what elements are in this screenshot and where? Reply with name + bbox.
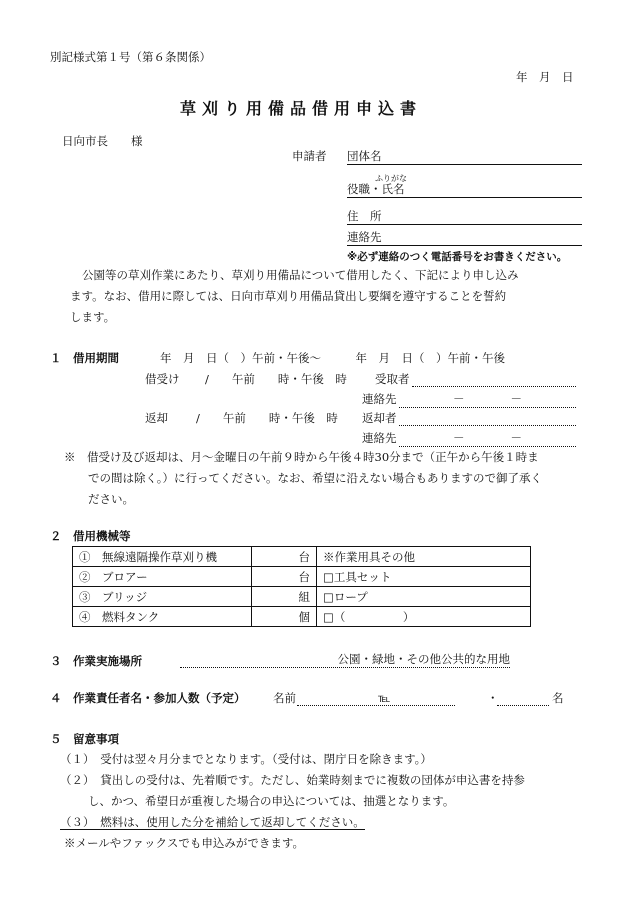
group-name-field[interactable] [347, 150, 582, 165]
group-name-label: 団体名 [347, 149, 382, 163]
section1-note-1: ※ 借受け及び返却は、月～金曜日の午前９時から午後４時30分まで（正午から午後１時ま [64, 450, 539, 464]
equipment-other[interactable]: □ロープ [317, 587, 531, 607]
participant-count-field[interactable] [497, 692, 549, 706]
email-fax-note: ※メールやファックスでも申込みができます。 [64, 836, 305, 850]
receive-label: 借受け [145, 372, 180, 386]
notice-item-2-cont: し、かつ、希望日が重複した場合の申込については、抽選となります。 [88, 794, 455, 808]
equipment-item: ② ブロアー [73, 567, 252, 587]
table-row [73, 547, 531, 567]
return-time: / 午前 時・午後 時 [196, 411, 338, 425]
work-location-value: 公園・緑地・その他公共的な用地 [337, 652, 510, 666]
table-row [73, 587, 531, 607]
equipment-other[interactable]: □（ ） [317, 607, 531, 627]
notice-item-1: （１） 受付は翌々月分までとなります。（受付は、閉庁日を除きます。） [60, 752, 432, 766]
return-contact-label: 連絡先 [362, 431, 397, 445]
equipment-unit[interactable]: 個 [252, 607, 317, 627]
return-label: 返却 [145, 411, 168, 425]
equipment-item: ④ 燃料タンク [73, 607, 252, 627]
phone-icon: ℡ [378, 691, 391, 705]
furigana-label: ふりがな [375, 174, 407, 183]
leader-name-label: 名前 [273, 691, 296, 705]
count-unit: 名 [552, 691, 564, 705]
addressee: 日向市長 様 [62, 134, 143, 148]
equipment-item: ① 無線遠隔操作草刈り機 [73, 547, 252, 567]
page-title: 草刈り用備品借用申込書 [180, 99, 423, 118]
notice-item-3-text: （３） 燃料は、使用した分を補給して返却してください。 [60, 815, 365, 829]
address-label: 住 所 [347, 209, 382, 223]
section5-heading: ５ 留意事項 [50, 732, 119, 746]
equipment-unit[interactable]: 台 [252, 547, 317, 567]
role-name-field[interactable] [347, 183, 582, 198]
equipment-unit[interactable]: 組 [252, 587, 317, 607]
section1-heading: １ 借用期間 [50, 351, 119, 365]
receiver-field[interactable] [412, 373, 576, 387]
role-name-label: 役職・氏名 [347, 182, 405, 196]
receive-contact-dash: － － [453, 392, 522, 406]
notice-item-2: （２） 貸出しの受付は、先着順です。ただし、始業時刻までに複数の団体が申込書を持参 [60, 773, 525, 787]
date-line: 年 月 日 [516, 70, 574, 84]
equipment-item: ③ ブリッジ [73, 587, 252, 607]
receive-contact-label: 連絡先 [362, 392, 397, 406]
table-row [73, 607, 531, 627]
section1-note-3: ださい。 [88, 492, 134, 506]
return-contact-dash: － － [453, 431, 522, 445]
work-location-field[interactable] [180, 653, 510, 668]
return-contact-field[interactable] [399, 432, 576, 447]
table-row [73, 567, 531, 587]
loan-period: 年 月 日（ ）午前・午後～ 年 月 日（ ）午前・午後 [160, 351, 505, 365]
intro-line-1: 公園等の草刈作業にあたり、草刈り用備品について借用したく、下記により申し込み [82, 268, 519, 282]
section1-note-2: での間は除く。）に行ってください。なお、希望に沿えない場合もありますので御了承く [88, 471, 543, 485]
equipment-other: ※作業用具その他 [317, 547, 531, 567]
section2-heading: ２ 借用機械等 [50, 529, 131, 543]
intro-line-2: ます。なお、借用に際しては、日向市草刈り用備品貸出し要綱を遵守することを誓約 [70, 289, 507, 303]
contact-label: 連絡先 [347, 230, 382, 244]
applicant-label: 申請者 [292, 149, 327, 163]
notice-item-3 [60, 812, 365, 833]
returner-field[interactable] [399, 412, 576, 426]
intro-line-3: します。 [70, 310, 116, 324]
receive-contact-field[interactable] [399, 393, 576, 408]
receiver-label: 受取者 [375, 372, 410, 386]
equipment-other[interactable]: □工具セット [317, 567, 531, 587]
equipment-table [72, 546, 531, 627]
separator-dot: ・ [487, 691, 499, 705]
section4-heading: ４ 作業責任者名・参加人数（予定） [50, 691, 246, 705]
returner-label: 返却者 [362, 411, 397, 425]
receive-time: / 午前 時・午後 時 [205, 372, 347, 386]
contact-field[interactable] [347, 231, 582, 246]
equipment-unit[interactable]: 台 [252, 567, 317, 587]
address-field[interactable] [347, 210, 582, 225]
leader-name-field[interactable] [297, 692, 455, 706]
section3-heading: ３ 作業実施場所 [50, 654, 142, 668]
phone-note: ※必ず連絡のつく電話番号をお書きください。 [347, 251, 568, 263]
form-number: 別記様式第１号（第６条関係） [50, 50, 211, 64]
